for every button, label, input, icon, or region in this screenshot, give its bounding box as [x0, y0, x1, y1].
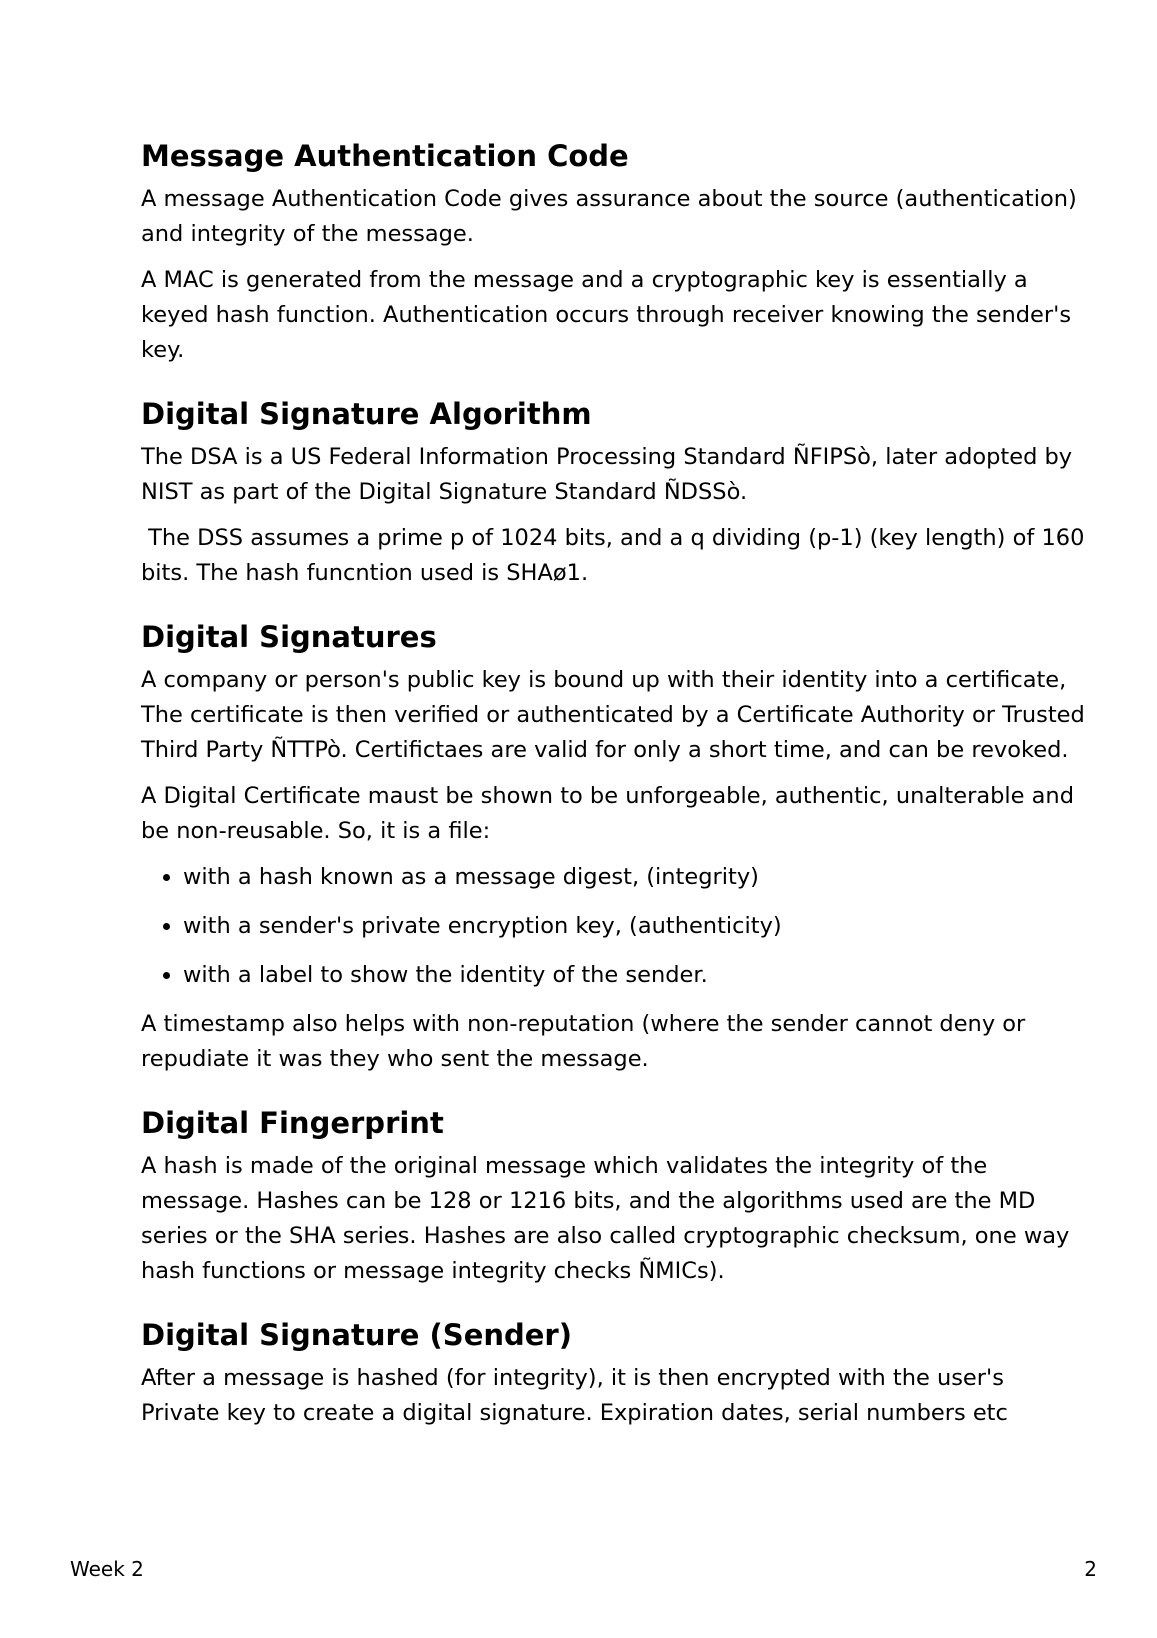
footer-week-label: Week 2 — [70, 1557, 144, 1581]
footer-page-number: 2 — [1084, 1557, 1097, 1581]
mac-paragraph-1: A message Authentication Code gives assurance about the source (authentication) and integrity of the message. — [141, 186, 1084, 247]
heading-mac: Message Authentication Code — [141, 139, 629, 173]
signatures-paragraph-1: A company or person's public key is bound up with their identity into a certificate, The certificate is then verified or authenticated by a Certificate Authority or Trusted Third Party ÑTTPò. Certifictaes are valid for only a short time, and can be revoked. — [141, 667, 1092, 763]
mac-paragraph-2: A MAC is generated from the message and a cryptographic key is essentially a keyed hash function. Authentication occurs through receiver knowing the sender's key. — [141, 267, 1079, 363]
sender-paragraph-1: After a message is hashed (for integrity), it is then encrypted with the user's Private key to create a digital signature. Expiration dates, serial numbers etc — [141, 1365, 1012, 1426]
signatures-paragraph-3: A timestamp also helps with non-reputation (where the sender cannot deny or repudiate it was they who sent the message. — [141, 1011, 1033, 1072]
dsa-paragraph-1: The DSA is a US Federal Information Processing Standard ÑFIPSò, later adopted by NIST as part of the Digital Signature Standard ÑDSSò. — [141, 444, 1080, 505]
heading-digital-signatures: Digital Signatures — [141, 620, 437, 654]
certificate-properties-list — [141, 860, 1086, 993]
heading-dsa: Digital Signature Algorithm — [141, 397, 592, 431]
signatures-paragraph-2: A Digital Certificate maust be shown to be unforgeable, authentic, unalterable and be non-reusable. So, it is a file: — [141, 783, 1082, 844]
list-item: • with a label to show the identity of the sender. — [183, 958, 1086, 993]
list-item: • with a hash known as a message digest, (integrity) — [183, 860, 1086, 895]
heading-digital-signature-sender: Digital Signature (Sender) — [141, 1318, 572, 1352]
fingerprint-paragraph-1: A hash is made of the original message which validates the integrity of the message. Hashes can be 128 or 1216 bits, and the algorithms used are the MD series or the SHA series. Hashes are also called cryptographic checksum, one way hash functions or message integrity checks ÑMICs). — [141, 1153, 1077, 1284]
dsa-paragraph-2: The DSS assumes a prime p of 1024 bits, and a q dividing (p-1) (key length) of 160 bits. The hash funcntion used is SHAø1. — [141, 525, 1092, 586]
page-content — [141, 130, 1092, 1442]
heading-digital-fingerprint: Digital Fingerprint — [141, 1106, 444, 1140]
list-item: • with a sender's private encryption key, (authenticity) — [183, 909, 1086, 944]
